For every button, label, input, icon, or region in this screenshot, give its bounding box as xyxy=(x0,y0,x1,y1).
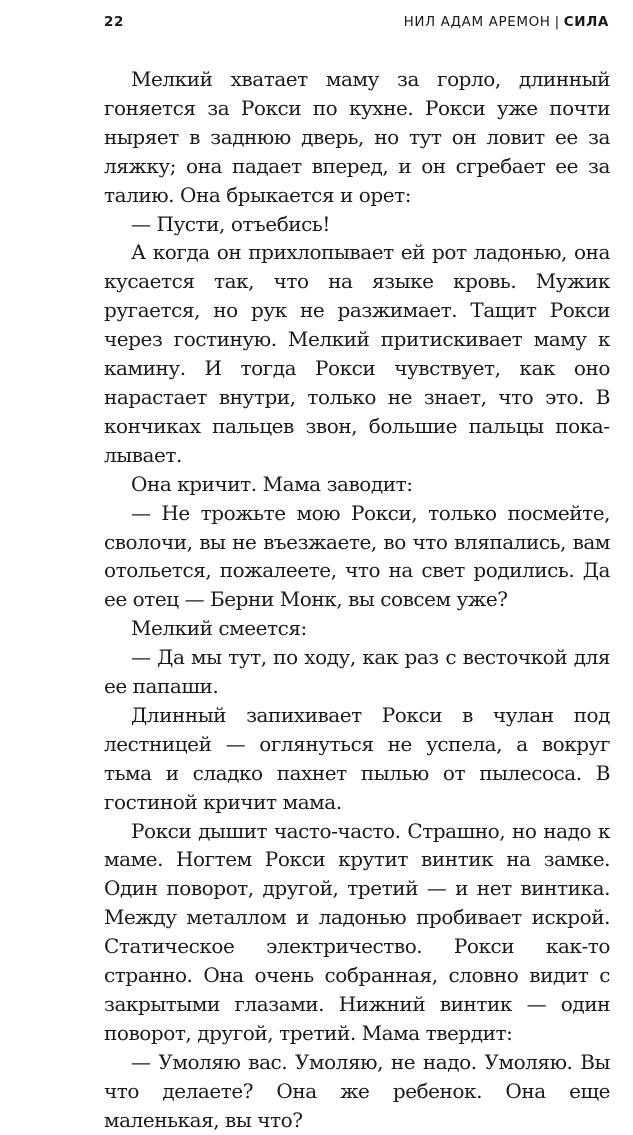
header-separator: | xyxy=(554,14,560,30)
paragraph: Мелкий хватает маму за горло, длинный гоняется за Рокси по кухне. Рокси уже почти ныряет в заднюю дверь, но тут он ловит ее за ляжку; она падает вперед, и он сгребает ее за талию. Она брыкается и орет: xyxy=(104,67,610,207)
paragraph: Мелкий смеется: xyxy=(131,616,307,641)
running-header xyxy=(104,14,609,36)
paragraph: Длинный запихивает Рокси в чулан под лестницей — оглянуться не успела, а вокруг тьма и сладко пахнет пылью от пылесоса. В гостиной кричит мама. xyxy=(104,702,610,814)
paragraph: Она кричит. Мама заводит: xyxy=(131,471,413,496)
page-number: 22 xyxy=(104,14,124,30)
paragraph: — Да мы тут, по ходу, как раз с весточкой для ее папаши. xyxy=(104,645,610,699)
paragraph: — Пусти, отъебись! xyxy=(131,211,330,236)
paragraph: Рокси дышит часто-часто. Страшно, но надо к маме. Ногтем Рокси крутит винтик на замке. Один поворот, другой, третий — и нет винтика. Между металлом и ладонью пробивает искрой. Статическое электричество. Рокси как-то странно. Она очень собранная, словно видит с закрытыми глазами. Нижний винтик — один поворот, другой, третий. Мама твердит: xyxy=(104,818,610,1045)
running-head xyxy=(404,14,609,30)
paragraph: А когда он прихлопывает ей рот ладонью, она кусается так, что на языке кровь. Мужик ругается, но рук не разжимает. Тащит Рокси через гостиную. Мелкий притискивает маму к камину. И тогда Рокси чувствует, как оно нарастает внутри, только не знает, что это. В кончиках пальцев звон, большие пальцы покалывает. xyxy=(104,240,610,467)
body-text xyxy=(104,65,610,1135)
paragraph: — Не трожьте мою Рокси, только посмейте, сволочи, вы не въезжаете, во что вляпались, вам отольется, пожалеете, что на свет родились. Да ее отец — Берни Монк, вы совсем уже? xyxy=(104,500,610,612)
paragraph: — Умоляю вас. Умоляю, не надо. Умоляю. Вы что делаете? Она же ребенок. Она еще маленькая, вы что? xyxy=(104,1049,610,1132)
book-title: СИЛА xyxy=(563,14,609,30)
author-name: НИЛ АДАМ АРЕМОН xyxy=(403,14,551,30)
